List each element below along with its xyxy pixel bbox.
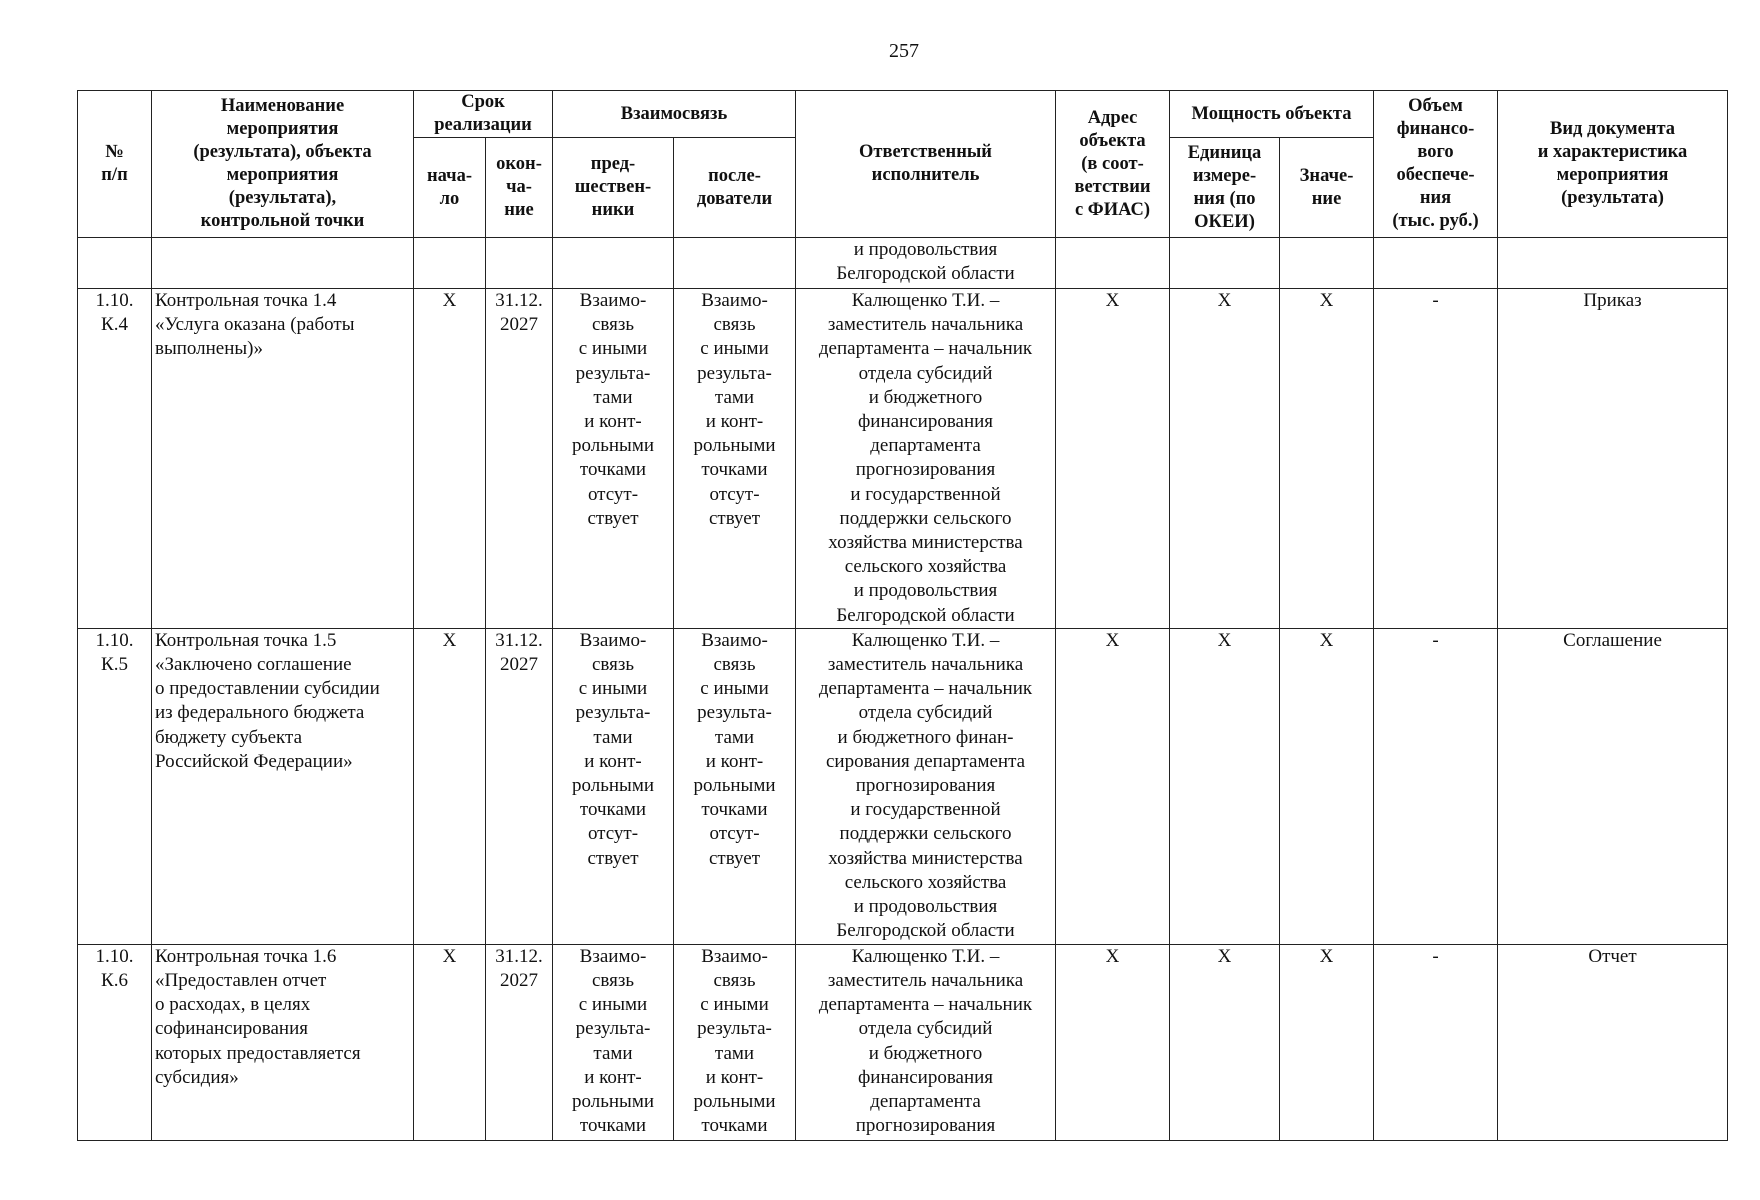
row-name: Контрольная точка 1.4 «Услуга оказана (работы выполнены)» bbox=[152, 289, 414, 629]
cell bbox=[1280, 238, 1374, 289]
row-pred: Взаимо- связь с иными результа- тами и конт- рольными точками bbox=[553, 944, 674, 1140]
row-unit: Х bbox=[1170, 944, 1280, 1140]
row-responsible: Калющенко Т.И. – заместитель начальника департамента – начальник отдела субсидий и бюджетного финансирования департамента прогнозирования и государственной поддержки сельского хозяйства министерства сельского хозяйства и продовольствия Белгородской области bbox=[796, 289, 1056, 629]
row-end: 31.12. 2027 bbox=[486, 628, 553, 944]
cell bbox=[152, 238, 414, 289]
row-responsible: Калющенко Т.И. – заместитель начальника департамента – начальник отдела субсидий и бюджетного финан- сирования департамента прогнозирования и государственной поддержки сельского хозяйства министерства сельского хозяйства и продовольствия Белгородской области bbox=[796, 628, 1056, 944]
row-name: Контрольная точка 1.5 «Заключено соглашение о предоставлении субсидии из федерального бюджета бюджету субъекта Российской Федерации» bbox=[152, 628, 414, 944]
header-finance: Объем финансо- вого обеспече- ния (тыс. руб.) bbox=[1374, 91, 1498, 238]
header-capacity: Мощность объекта bbox=[1170, 91, 1374, 138]
row-next: Взаимо- связь с иными результа- тами и конт- рольными точками отсут- ствует bbox=[674, 628, 796, 944]
row-name: Контрольная точка 1.6 «Предоставлен отчет о расходах, в целях софинансирования которых предоставляется субсидия» bbox=[152, 944, 414, 1140]
row-pred: Взаимо- связь с иными результа- тами и конт- рольными точками отсут- ствует bbox=[553, 289, 674, 629]
header-num: № п/п bbox=[78, 91, 152, 238]
row-responsible: Калющенко Т.И. – заместитель начальника департамента – начальник отдела субсидий и бюджетного финансирования департамента прогнозирования bbox=[796, 944, 1056, 1140]
header-link-next: после- дователи bbox=[674, 138, 796, 238]
row-finance: - bbox=[1374, 628, 1498, 944]
header-doc-type: Вид документа и характеристика мероприятия (результата) bbox=[1498, 91, 1728, 238]
row-num: 1.10. К.5 bbox=[78, 628, 152, 944]
row-next: Взаимо- связь с иными результа- тами и конт- рольными точками bbox=[674, 944, 796, 1140]
header-capacity-unit: Единица измере- ния (по ОКЕИ) bbox=[1170, 138, 1280, 238]
page-number: 257 bbox=[889, 40, 919, 62]
row-doc: Приказ bbox=[1498, 289, 1728, 629]
header-term-start: нача- ло bbox=[414, 138, 486, 238]
row-num: 1.10. К.4 bbox=[78, 289, 152, 629]
cell bbox=[1056, 238, 1170, 289]
row-finance: - bbox=[1374, 944, 1498, 1140]
row-value: Х bbox=[1280, 628, 1374, 944]
row-finance: - bbox=[1374, 289, 1498, 629]
header-address: Адрес объекта (в соот- ветствии с ФИАС) bbox=[1056, 91, 1170, 238]
row-end: 31.12. 2027 bbox=[486, 944, 553, 1140]
header-capacity-value: Значе- ние bbox=[1280, 138, 1374, 238]
row-start: Х bbox=[414, 944, 486, 1140]
row-unit: Х bbox=[1170, 628, 1280, 944]
row-address: Х bbox=[1056, 628, 1170, 944]
table-row-continuation bbox=[78, 238, 1728, 289]
row-next: Взаимо- связь с иными результа- тами и конт- рольными точками отсут- ствует bbox=[674, 289, 796, 629]
row-end: 31.12. 2027 bbox=[486, 289, 553, 629]
cell bbox=[414, 238, 486, 289]
header-term: Срок реализации bbox=[414, 91, 553, 138]
row-start: Х bbox=[414, 289, 486, 629]
continuation-text: и продовольствия Белгородской области bbox=[796, 238, 1056, 289]
header-name: Наименование мероприятия (результата), объекта мероприятия (результата), контрольной точки bbox=[152, 91, 414, 238]
row-value: Х bbox=[1280, 289, 1374, 629]
row-value: Х bbox=[1280, 944, 1374, 1140]
row-unit: Х bbox=[1170, 289, 1280, 629]
row-start: Х bbox=[414, 628, 486, 944]
table-row bbox=[78, 289, 1728, 629]
header-link-pred: пред- шествен- ники bbox=[553, 138, 674, 238]
row-pred: Взаимо- связь с иными результа- тами и конт- рольными точками отсут- ствует bbox=[553, 628, 674, 944]
cell bbox=[674, 238, 796, 289]
table-row bbox=[78, 944, 1728, 1140]
cell bbox=[553, 238, 674, 289]
cell bbox=[1170, 238, 1280, 289]
table-row bbox=[78, 628, 1728, 944]
cell bbox=[78, 238, 152, 289]
cell bbox=[1374, 238, 1498, 289]
row-address: Х bbox=[1056, 289, 1170, 629]
header-link: Взаимосвязь bbox=[553, 91, 796, 138]
cell bbox=[1498, 238, 1728, 289]
header-responsible: Ответственный исполнитель bbox=[796, 91, 1056, 238]
cell bbox=[486, 238, 553, 289]
row-doc: Соглашение bbox=[1498, 628, 1728, 944]
row-address: Х bbox=[1056, 944, 1170, 1140]
row-doc: Отчет bbox=[1498, 944, 1728, 1140]
activities-table bbox=[77, 90, 1728, 1141]
header-term-end: окон- ча- ние bbox=[486, 138, 553, 238]
row-num: 1.10. К.6 bbox=[78, 944, 152, 1140]
